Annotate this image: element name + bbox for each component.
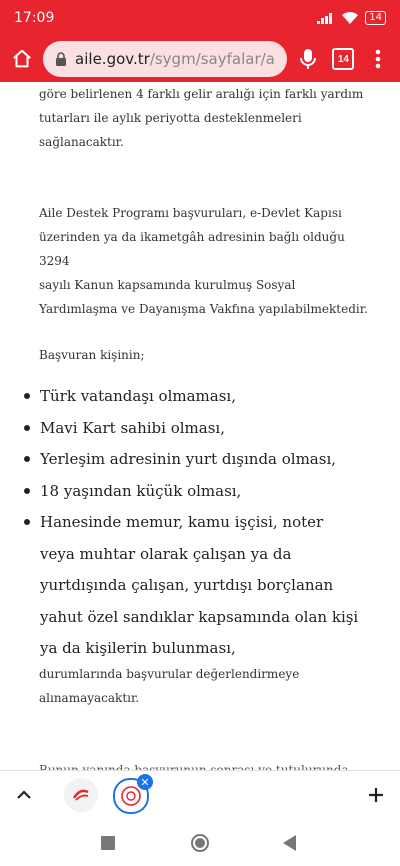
text-line: sağlanacaktır.: [39, 135, 124, 149]
text-line: Yardımlaşma ve Dayanışma Vakfına yapılabilmektedir.: [39, 302, 368, 316]
ineligibility-list: [0, 381, 400, 665]
tab-count-badge: 14: [332, 48, 354, 70]
site-favicon-icon: [70, 784, 92, 806]
paragraph-income-support: [39, 82, 369, 154]
url-text: [75, 50, 275, 68]
status-icons: [317, 11, 386, 25]
tab-strip: [0, 770, 400, 818]
status-bar: [0, 0, 400, 36]
more-menu-button[interactable]: [365, 43, 392, 75]
home-button[interactable]: [8, 43, 35, 75]
new-tab-button[interactable]: [360, 779, 392, 811]
text-line: alınamayacaktır.: [39, 691, 140, 705]
paragraph-closing: [39, 662, 369, 710]
list-item: Mavi Kart sahibi olması,: [0, 413, 360, 445]
status-time: 17:09: [14, 10, 55, 26]
tab-thumbnail-active[interactable]: [113, 775, 150, 814]
paragraph-application-info: [39, 201, 369, 321]
list-item: Hanesinde memur, kamu işçisi, noter veya muhtar olarak çalışan ya da yurtdışında çalışan, yurtdışı borçlanan yahut özel sandıklar kapsamında olan kişi ya da kişilerin bulunması,: [0, 507, 360, 665]
url-host: aile.gov.tr: [75, 50, 150, 68]
url-path: /sygm/sayfalar/a: [149, 50, 275, 68]
text-line: durumlarında başvurular değerlendirmeye: [39, 667, 300, 681]
lock-icon: [55, 52, 67, 66]
tab-switcher-button[interactable]: [330, 43, 357, 75]
page-content[interactable]: [0, 82, 400, 770]
list-item: Yerleşim adresinin yurt dışında olması,: [0, 444, 360, 476]
signal-icon: [317, 12, 335, 24]
text-line: üzerinden ya da ikametgâh adresinin bağlı olduğu 3294: [39, 230, 345, 268]
text-line: Aile Destek Programı başvuruları, e-Devlet Kapısı: [39, 206, 342, 220]
plus-icon: [367, 786, 385, 804]
browser-toolbar: [0, 36, 400, 82]
home-nav-button[interactable]: [190, 833, 210, 853]
voice-search-button[interactable]: [295, 43, 322, 75]
close-tab-icon[interactable]: ✕: [137, 774, 153, 790]
text-line: tutarları ile aylık periyotta desteklenmeleri: [39, 111, 302, 125]
recents-button[interactable]: [101, 836, 115, 850]
chevron-up-icon: [16, 790, 32, 800]
home-icon: [11, 48, 33, 70]
text-line: sayılı Kanun kapsamında kurulmuş Sosyal: [39, 278, 296, 292]
wifi-icon: [341, 11, 359, 25]
paragraph-intro: Başvuran kişinin;: [39, 348, 145, 362]
expand-tabs-button[interactable]: [8, 779, 40, 811]
tab-thumbnail[interactable]: [64, 778, 98, 812]
kebab-menu-icon: [375, 49, 381, 69]
ministry-logo-icon: [120, 785, 142, 807]
back-button[interactable]: [283, 835, 297, 851]
list-item: Türk vatandaşı olmaması,: [0, 381, 360, 413]
text-line: göre belirlenen 4 farklı gelir aralığı için farklı yardım: [39, 87, 364, 101]
battery-icon: 14: [365, 11, 386, 25]
address-bar[interactable]: [43, 41, 287, 77]
system-nav-bar: [0, 818, 400, 866]
microphone-icon: [299, 48, 317, 70]
list-item: 18 yaşından küçük olması,: [0, 476, 360, 508]
